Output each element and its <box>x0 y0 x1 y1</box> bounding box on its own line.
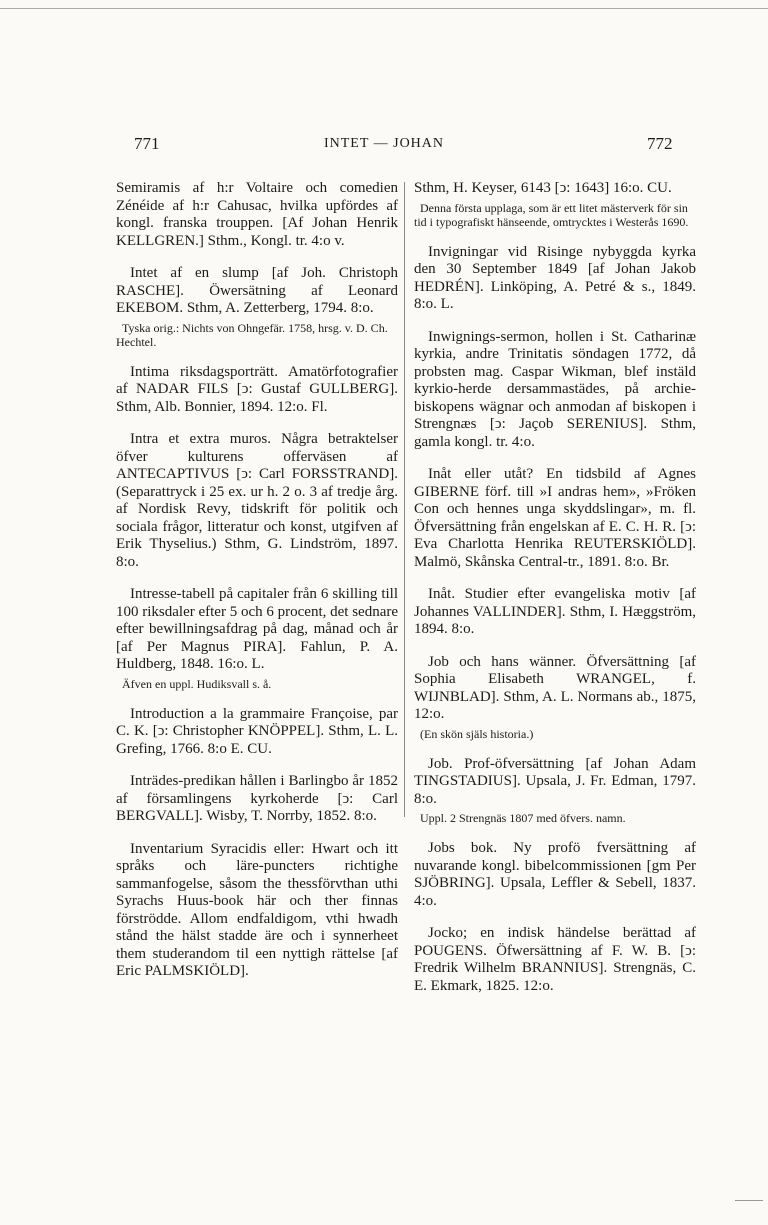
entry <box>116 265 398 349</box>
entry <box>414 329 696 452</box>
entry-text: Inåt eller utåt? En tidsbild af Agnes GIBERNE förf. till »I andras hem», »Fröken Con och hennes unga skyddslingar», m. fl. Öfversättning från engelskan af E. C. H. R. [ↄ: Eva Charlotta Henrika REUTERSKIÖLD]. Malmö, Skånska Central-tr., 1891. 8:o. Br. <box>414 466 696 570</box>
bottom-corner-rule <box>735 1200 763 1201</box>
entry <box>116 841 398 981</box>
entry-text: Sthm, H. Keyser, 6143 [ↄ: 1643] 16:o. CU. <box>414 180 672 196</box>
entry <box>116 706 398 759</box>
entry-text: Intresse-tabell på capitaler från 6 skilling till 100 riksdaler efter 5 och 6 procent, det sednare efter bewillningsafdrag på dag, månad och år [af Per Magnus PIRA]. Fahlun, P. A. Huldberg, 1848. 16:o. L. <box>116 586 398 672</box>
entry <box>414 840 696 910</box>
page-number-right: 772 <box>647 134 673 153</box>
right-column <box>414 180 696 1010</box>
entry <box>414 925 696 995</box>
entry <box>116 364 398 417</box>
entry-text: Jobs bok. Ny profö fversättning af nuvarande kongl. bibelcommissionen [gm Per SJÖBRING]. Upsala, Leffler & Sebell, 1837. 4:o. <box>414 840 696 909</box>
running-title: INTET — JOHAN <box>323 136 445 151</box>
left-column <box>116 180 398 996</box>
entry <box>414 466 696 571</box>
entry <box>116 431 398 571</box>
entry-text: Job. Prof-öfversättning [af Johan Adam TINGSTADIUS]. Upsala, J. Fr. Edman, 1797. 8:o. <box>414 755 696 807</box>
entry-note: (En skön själs historia.) <box>420 726 534 741</box>
entry-text: Intet af en slump [af Joh. Christoph RASCHE]. Öwersätning af Leonard EKEBOM. Sthm, A. Zetterberg, 1794. 8:o. <box>116 265 398 316</box>
entry <box>414 244 696 314</box>
page-number-left: 771 <box>134 134 160 153</box>
entry-text: Introduction a la grammaire Françoise, par C. K. [ↄ: Christopher KNÖPPEL]. Sthm, L. L. Grefing, 1766. 8:o E. CU. <box>116 705 398 757</box>
entry-text: Inwignings-sermon, hollen i St. Catharinæ kyrkia, andre Trinitatis söndagen 1772, då probsten mag. Caspar Wikman, blef instäld kyrkio-herde dersammastädes, på archie-biskopens wägnar och anmodan af biskopen i Strengnæs [ↄ: Jaçob SERENIUS]. Sthm, gamla kongl. tr. 4:o. <box>414 328 696 450</box>
entry-note: Uppl. 2 Strengnäs 1807 med öfvers. namn. <box>420 811 626 825</box>
entry-note: Äfven en uppl. Hudiksvall s. å. <box>122 676 272 691</box>
entry <box>414 586 696 639</box>
entry <box>414 756 696 826</box>
entry-text: Semiramis af h:r Voltaire och comedien Zénéide af h:r Cahusac, hvilka upfördes af kongl. franska trouppen. [Af Johan Henrik KELLGREN.] Sthm., Kongl. tr. 4:o v. <box>116 180 398 249</box>
column-divider <box>404 182 405 817</box>
entry <box>414 180 696 229</box>
entry <box>414 654 696 741</box>
entry <box>116 180 398 250</box>
entry-text: Inträdes-predikan hållen i Barlingbo år 1852 af församlingens kyrkoherde [ↄ: Carl BERGVALL]. Wisby, T. Norrby, 1852. 8:o. <box>116 773 398 824</box>
entry-text: Jocko; en indisk händelse berättad af POUGENS. Öfwersättning af F. W. B. [ↄ: Fredrik Wilhelm BRANNIUS]. Strengnäs, C. E. Ekmark, 1825. 12:o. <box>414 925 696 994</box>
top-rule <box>0 8 768 9</box>
entry-note: Denna första upplaga, som är ett litet mästerverk för sin tid i typografiskt hänseende, omtrycktes i Westerås 1690. <box>414 200 689 229</box>
entry-text: Invigningar vid Risinge nybyggda kyrka den 30 September 1849 [af Johan Jakob HEDRÉN]. Linköping, A. Petré & s., 1849. 8:o. L. <box>414 243 696 312</box>
page-header <box>0 134 768 158</box>
entry-text: Inåt. Studier efter evangeliska motiv [af Johannes VALLINDER]. Sthm, I. Hæggström, 1894. 8:o. <box>414 586 696 637</box>
entry-text: Job och hans wänner. Öfversättning [af Sophia Elisabeth WRANGEL, f. WIJNBLAD]. Sthm, A. L. Normans ab., 1875, 12:o. <box>414 653 696 722</box>
entry-note: Tyska orig.: Nichts von Ohngefär. 1758, hrsg. v. D. Ch. Hechtel. <box>116 320 388 349</box>
entry-text: Inventarium Syracidis eller: Hwart och itt språks och läre-puncters richtighe sammanfogelse, såsom the thessförvthan uthi Syrachs Huus-book här och ther finnas förströdde. Allom endfaldigom, vthi hwadh stånd the hälst stadde äre och i synnerheet them studerandom til een nyttigh rättelse [af Eric PALMSKIÖLD]. <box>116 840 398 979</box>
entry-text: Intima riksdagsporträtt. Amatörfotografier af NADAR FILS [ↄ: Gustaf GULLBERG]. Sthm, Alb. Bonnier, 1894. 12:o. Fl. <box>116 363 398 415</box>
entry-text: Intra et extra muros. Några betraktelser öfver kulturens offerväsen af ANTECAPTIVUS [ↄ: Carl FORSSTRAND]. (Separattryck i 25 ex. ur h. 2 o. 3 af tredje årg. af Nordisk Revy, tidskrift för politik och sociala frågor, litteratur och konst, utgifven af Erik Thyselius.) Sthm, G. Lindström, 1897. 8:o. <box>116 431 398 570</box>
entry <box>116 586 398 691</box>
entry <box>116 773 398 826</box>
